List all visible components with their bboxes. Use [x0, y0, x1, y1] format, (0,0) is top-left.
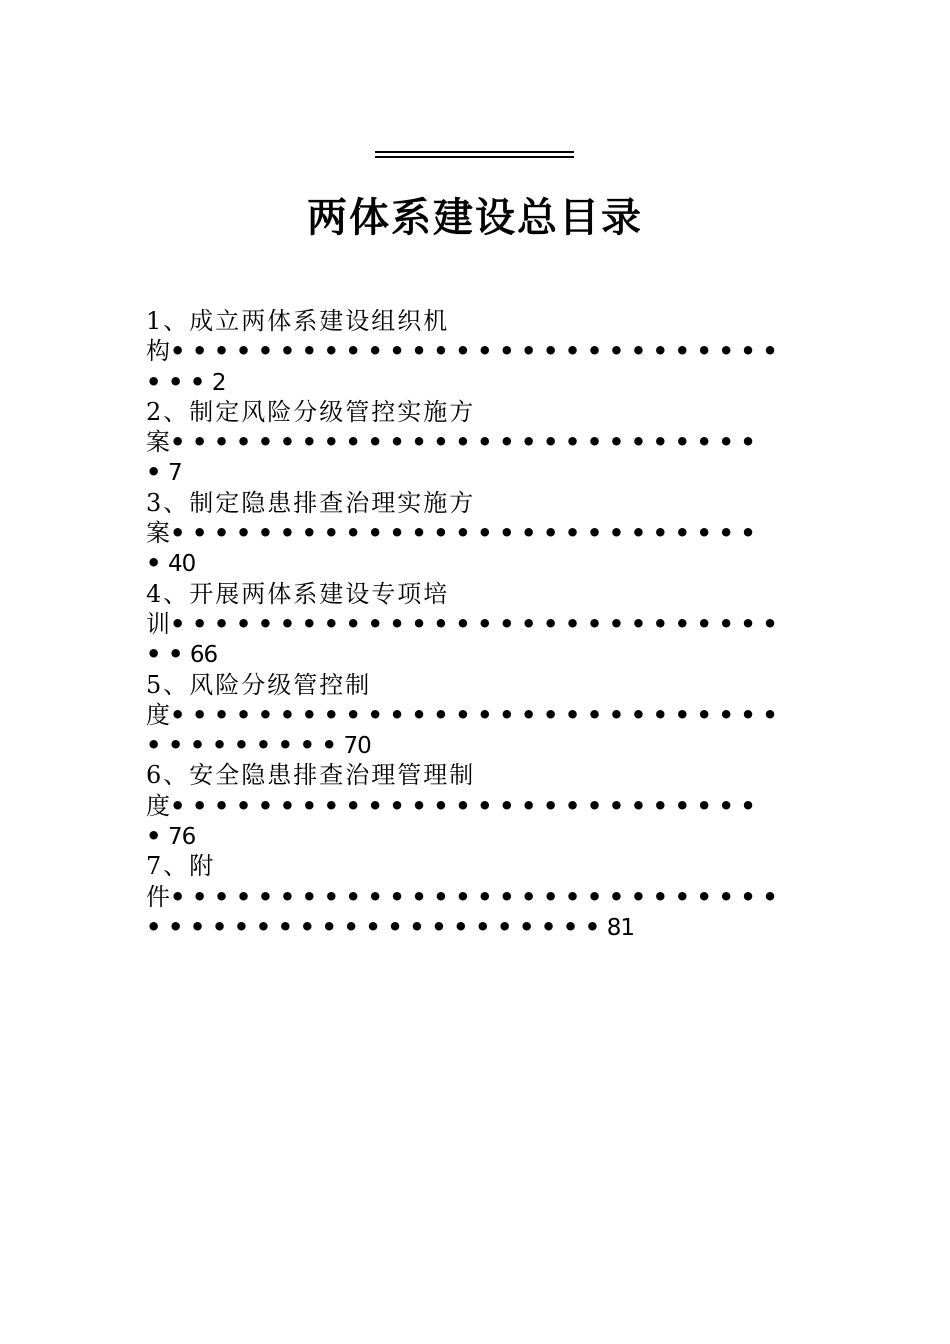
toc-entry-4-page-line: ••66 — [146, 640, 218, 669]
toc-entry-5-title: 5、风险分级管控制 — [146, 670, 372, 699]
toc-entry-6-page-line: •76 — [146, 822, 196, 851]
toc-entry-4-leader: 训•••••••••••••••••••••••••••• — [146, 609, 785, 638]
table-of-contents — [146, 306, 806, 942]
toc-entry-2-title: 2、制定风险分级管控实施方 — [146, 397, 476, 426]
toc-entry-6-page-number: 76 — [167, 824, 196, 851]
toc-entry-1-page-number: 2 — [211, 369, 226, 396]
header-rule-top — [375, 151, 574, 153]
toc-entry-6-leader: 度••••••••••••••••••••••••••• — [146, 791, 763, 820]
toc-entry-1-leader: 构•••••••••••••••••••••••••••• — [146, 337, 785, 366]
header-rule-bottom — [375, 156, 574, 158]
toc-entry-7-leader: 件•••••••••••••••••••••••••••• — [146, 882, 785, 911]
toc-entry-4-title: 4、开展两体系建设专项培 — [146, 579, 450, 608]
toc-entry-7-page-line: •••••••••••••••••••••81 — [146, 912, 635, 941]
toc-entry-7-page-number: 81 — [606, 914, 635, 941]
toc-entry-1-title: 1、成立两体系建设组织机 — [146, 307, 450, 335]
toc-entry-7-title: 7、附 — [146, 852, 216, 881]
toc-entry-5-leader: 度•••••••••••••••••••••••••••• — [146, 700, 785, 729]
toc-entry-5-page-number: 70 — [343, 733, 371, 760]
toc-entry-2-leader: 案••••••••••••••••••••••••••• — [146, 428, 763, 457]
toc-entry-2-page-line: •7 — [146, 458, 182, 487]
toc-entry-6-title: 6、安全隐患排查治理管理制 — [146, 761, 476, 790]
page-title: 两体系建设总目录 — [307, 195, 643, 241]
toc-entry-3-page-line: •40 — [146, 549, 196, 578]
toc-entry-3-title: 3、制定隐患排查治理实施方 — [146, 488, 476, 517]
toc-entry-4-page-number: 66 — [189, 642, 218, 669]
toc-entry-1-page-line: •••2 — [146, 367, 226, 396]
toc-entry-3-leader: 案••••••••••••••••••••••••••• — [146, 519, 763, 548]
toc-entry-2-page-number: 7 — [167, 460, 182, 487]
toc-entry-5-page-line: •••••••••70 — [146, 731, 371, 760]
toc-entry-3-page-number: 40 — [167, 551, 196, 578]
